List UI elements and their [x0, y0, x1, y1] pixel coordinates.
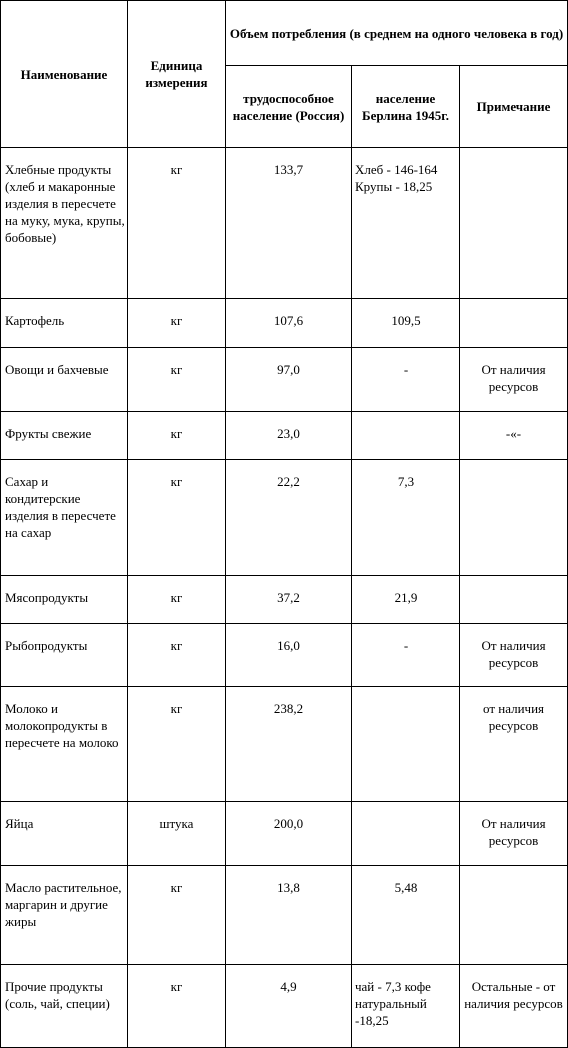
row-berlin-value: 7,3: [397, 474, 415, 489]
row-worker-value: 37,2: [277, 590, 300, 605]
table-row: [1, 412, 568, 460]
row-name: Мясопродукты: [5, 590, 89, 605]
row-berlin-value: -: [403, 638, 409, 653]
row-berlin-value: [352, 412, 459, 425]
header-volume: Объем потребления (в среднем на одного человека в год): [226, 1, 568, 66]
row-unit: штука: [159, 816, 194, 831]
row-unit: кг: [170, 162, 183, 177]
row-name: Картофель: [5, 313, 65, 328]
table-row: [1, 299, 568, 348]
row-berlin-value: Хлеб - 146-164 Крупы - 18,25: [355, 162, 438, 194]
row-name: Фрукты свежие: [5, 426, 92, 441]
row-worker-value: 16,0: [277, 638, 300, 653]
row-berlin-value: -: [403, 362, 409, 377]
header-worker: трудоспособное население (Россия): [226, 66, 352, 148]
row-unit: кг: [170, 362, 183, 377]
row-berlin-value: 5,48: [394, 880, 418, 895]
row-unit: кг: [170, 979, 183, 994]
row-unit: кг: [170, 638, 183, 653]
table-row: [1, 348, 568, 412]
row-name: Масло растительное, маргарин и другие жиры: [5, 880, 122, 929]
header-berlin: население Берлина 1945г.: [352, 66, 460, 148]
row-berlin-value: 21,9: [394, 590, 418, 605]
row-note: -«-: [505, 426, 522, 441]
row-unit: кг: [170, 701, 183, 716]
row-worker-value: 200,0: [273, 816, 304, 831]
row-worker-value: 22,2: [277, 474, 300, 489]
table-row: [1, 866, 568, 965]
row-unit: кг: [170, 474, 183, 489]
header-unit: Единица измерения: [128, 1, 226, 148]
row-berlin-value: 109,5: [391, 313, 421, 328]
row-worker-value: 4,9: [280, 979, 297, 994]
row-berlin-value: [352, 687, 459, 700]
row-note: От наличия ресурсов: [481, 816, 546, 848]
row-note: [460, 866, 567, 879]
row-unit: кг: [170, 313, 183, 328]
row-note: [460, 576, 567, 589]
header-note: Примечание: [460, 66, 568, 148]
row-name: Рыбопродукты: [5, 638, 88, 653]
header-row-top: [1, 1, 568, 66]
row-berlin-value: [352, 802, 459, 815]
row-worker-value: 107,6: [273, 313, 304, 328]
row-name: Яйца: [5, 816, 34, 831]
table-row: [1, 687, 568, 802]
row-name: Прочие продукты (соль, чай, специи): [5, 979, 110, 1011]
table-row: [1, 965, 568, 1048]
row-name: Овощи и бахчевые: [5, 362, 109, 377]
row-note: от наличия ресурсов: [483, 701, 545, 733]
table-row: [1, 624, 568, 687]
row-worker-value: 23,0: [277, 426, 300, 441]
table-row: [1, 148, 568, 299]
header-name: Наименование: [1, 1, 128, 148]
table-row: [1, 802, 568, 866]
row-worker-value: 97,0: [277, 362, 300, 377]
row-note: Остальные - от наличия ресурсов: [464, 979, 563, 1011]
row-name: Молоко и молокопродукты в пересчете на молоко: [5, 701, 119, 750]
row-name: Хлебные продукты (хлеб и макаронные изделия в пересчете на муку, мука, крупы, бобовые): [5, 162, 125, 245]
row-worker-value: 238,2: [273, 701, 304, 716]
row-note: От наличия ресурсов: [481, 362, 546, 394]
row-unit: кг: [170, 426, 183, 441]
row-note: От наличия ресурсов: [481, 638, 546, 670]
row-worker-value: 13,8: [277, 880, 300, 895]
table-row: [1, 460, 568, 576]
row-berlin-value: чай - 7,3 кофе натуральный -18,25: [355, 979, 431, 1028]
table-row: [1, 576, 568, 624]
row-unit: кг: [170, 880, 183, 895]
row-worker-value: 133,7: [273, 162, 304, 177]
row-note: [460, 299, 567, 312]
row-note: [460, 460, 567, 473]
row-note: [460, 148, 567, 161]
row-unit: кг: [170, 590, 183, 605]
row-name: Сахар и кондитерские изделия в пересчете на сахар: [5, 474, 116, 540]
